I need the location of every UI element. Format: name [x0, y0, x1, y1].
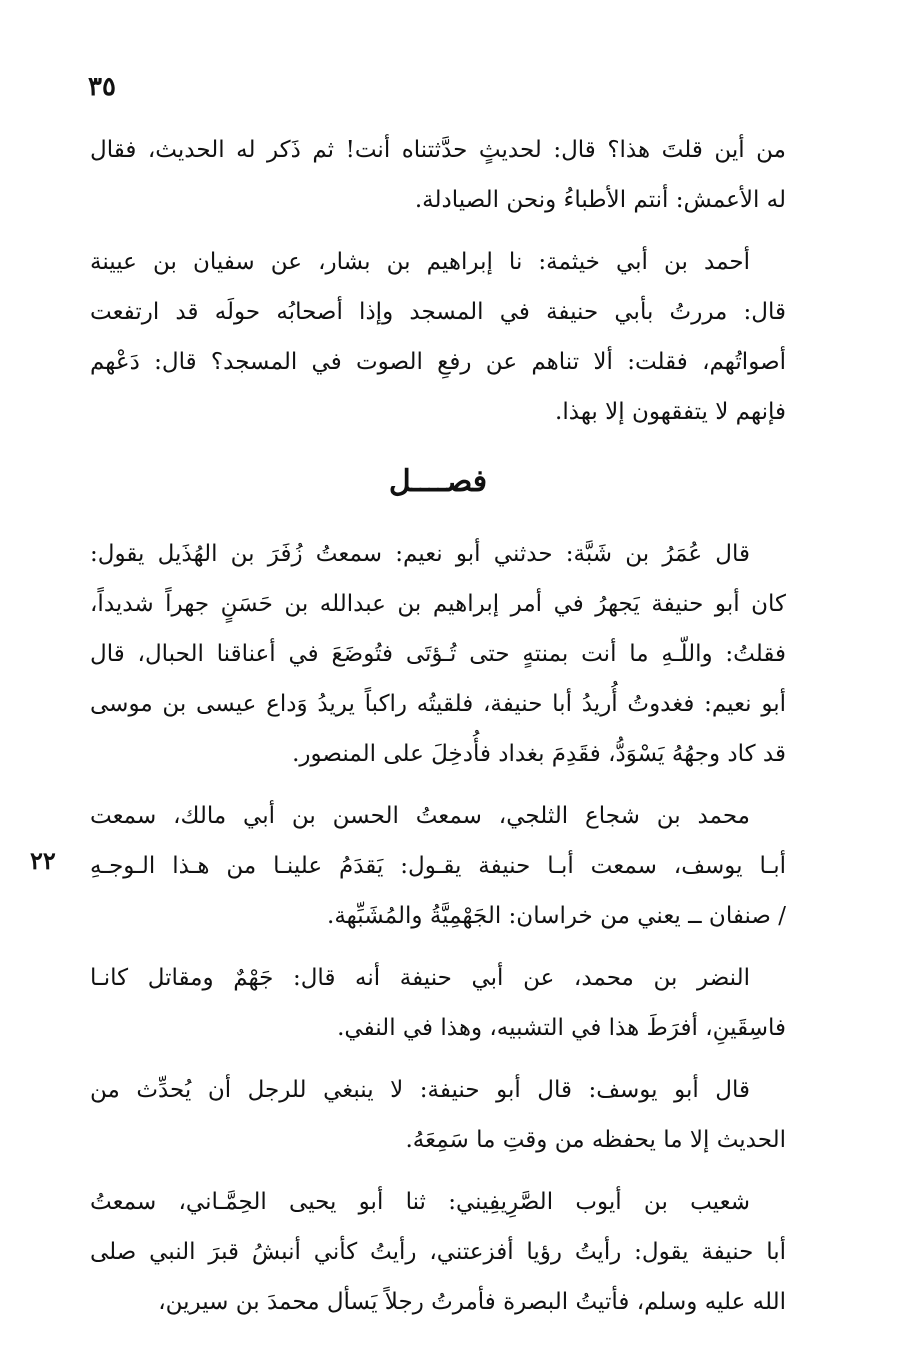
margin-reference-number: ٢٢	[30, 846, 56, 875]
text-line: من أين قلتَ هذا؟ قال: لحديثٍ حدَّثتناه أنت! ثم ذَكر له الحديث، فقال	[90, 137, 786, 163]
text-line: النضر بن محمد، عن أبي حنيفة أنه قال: جَهْمٌ ومقاتل كانـا	[90, 965, 750, 991]
text-line: أصواتُهم، فقلت: ألا تناهم عن رفعِ الصوت في المسجد؟ قال: دَعْهم	[90, 349, 786, 375]
paragraph-2	[90, 237, 786, 437]
text-column	[90, 125, 786, 1339]
paragraph-5	[90, 953, 786, 1053]
text-line: كان أبو حنيفة يَجهرُ في أمر إبراهيم بن عبدالله بن حَسَنٍ جهراً شديداً،	[90, 591, 786, 617]
text-line: شعيب بن أيوب الصَّرِيفِيني: ثنا أبو يحيى الحِمَّـاني، سمعتُ	[90, 1189, 750, 1215]
text-line: أبا حنيفة يقول: رأيتُ رؤيا أفزعتني، رأيتُ كأني أنبشُ قبرَ النبي صلى	[90, 1239, 786, 1265]
text-line: قال: مررتُ بأبي حنيفة في المسجد وإذا أصحابُه حولَه قد ارتفعت	[90, 299, 786, 325]
section-heading	[90, 457, 786, 507]
paragraph-1	[90, 125, 786, 225]
text-line: فاسِقَينِ، أفرَطَ هذا في التشبيه، وهذا في النفي.	[337, 1015, 786, 1041]
text-line: فقلتُ: واللّـهِ ما أنت بمنتهٍ حتى تُـؤتَى فتُوضَعَ في أعناقنا الحبال، قال	[90, 641, 786, 667]
paragraph-6	[90, 1065, 786, 1165]
section-heading-text: فصــــل	[388, 464, 488, 499]
paragraph-4	[90, 791, 786, 941]
paragraph-7	[90, 1177, 786, 1327]
text-line: له الأعمش: أنتم الأطباءُ ونحن الصيادلة.	[414, 187, 786, 213]
text-line: قال أبو يوسف: قال أبو حنيفة: لا ينبغي للرجل أن يُحدِّث من	[90, 1077, 750, 1103]
text-line: فإنهم لا يتفقهون إلا بهذا.	[555, 399, 786, 425]
text-line: قال عُمَرُ بن شَبَّة: حدثني أبو نعيم: سمعتُ زُفَرَ بن الهُذَيل يقول:	[90, 541, 750, 567]
text-line: محمد بن شجاع الثلجي، سمعتُ الحسن بن أبي مالك، سمعت	[90, 803, 750, 829]
text-line: قد كاد وجهُهُ يَسْوَدُّ، فقَدِمَ بغداد فأُدخِلَ على المنصور.	[292, 741, 786, 767]
text-line: أبو نعيم: فغدوتُ أُريدُ أبا حنيفة، فلقيتُه راكباً يريدُ وَداع عيسى بن موسى	[90, 691, 786, 717]
text-line: أحمد بن أبي خيثمة: نا إبراهيم بن بشار، عن سفيان بن عيينة	[90, 249, 750, 275]
paragraph-3	[90, 529, 786, 779]
text-line: / صنفان ــ يعني من خراسان: الجَهْمِيَّةُ والمُشَبِّهة.	[327, 903, 786, 929]
text-line: أبـا يوسف، سمعت أبـا حنيفة يقـول: يَقدَمُ علينـا من هـذا الـوجـهِ	[90, 853, 786, 879]
text-line: الحديث إلا ما يحفظه من وقتِ ما سَمِعَهُ.	[405, 1127, 786, 1153]
page-number: ٣٥	[88, 72, 116, 102]
text-line: الله عليه وسلم، فأتيتُ البصرة فأمرتُ رجلاً يَسأل محمدَ بن سيرين،	[158, 1289, 786, 1315]
